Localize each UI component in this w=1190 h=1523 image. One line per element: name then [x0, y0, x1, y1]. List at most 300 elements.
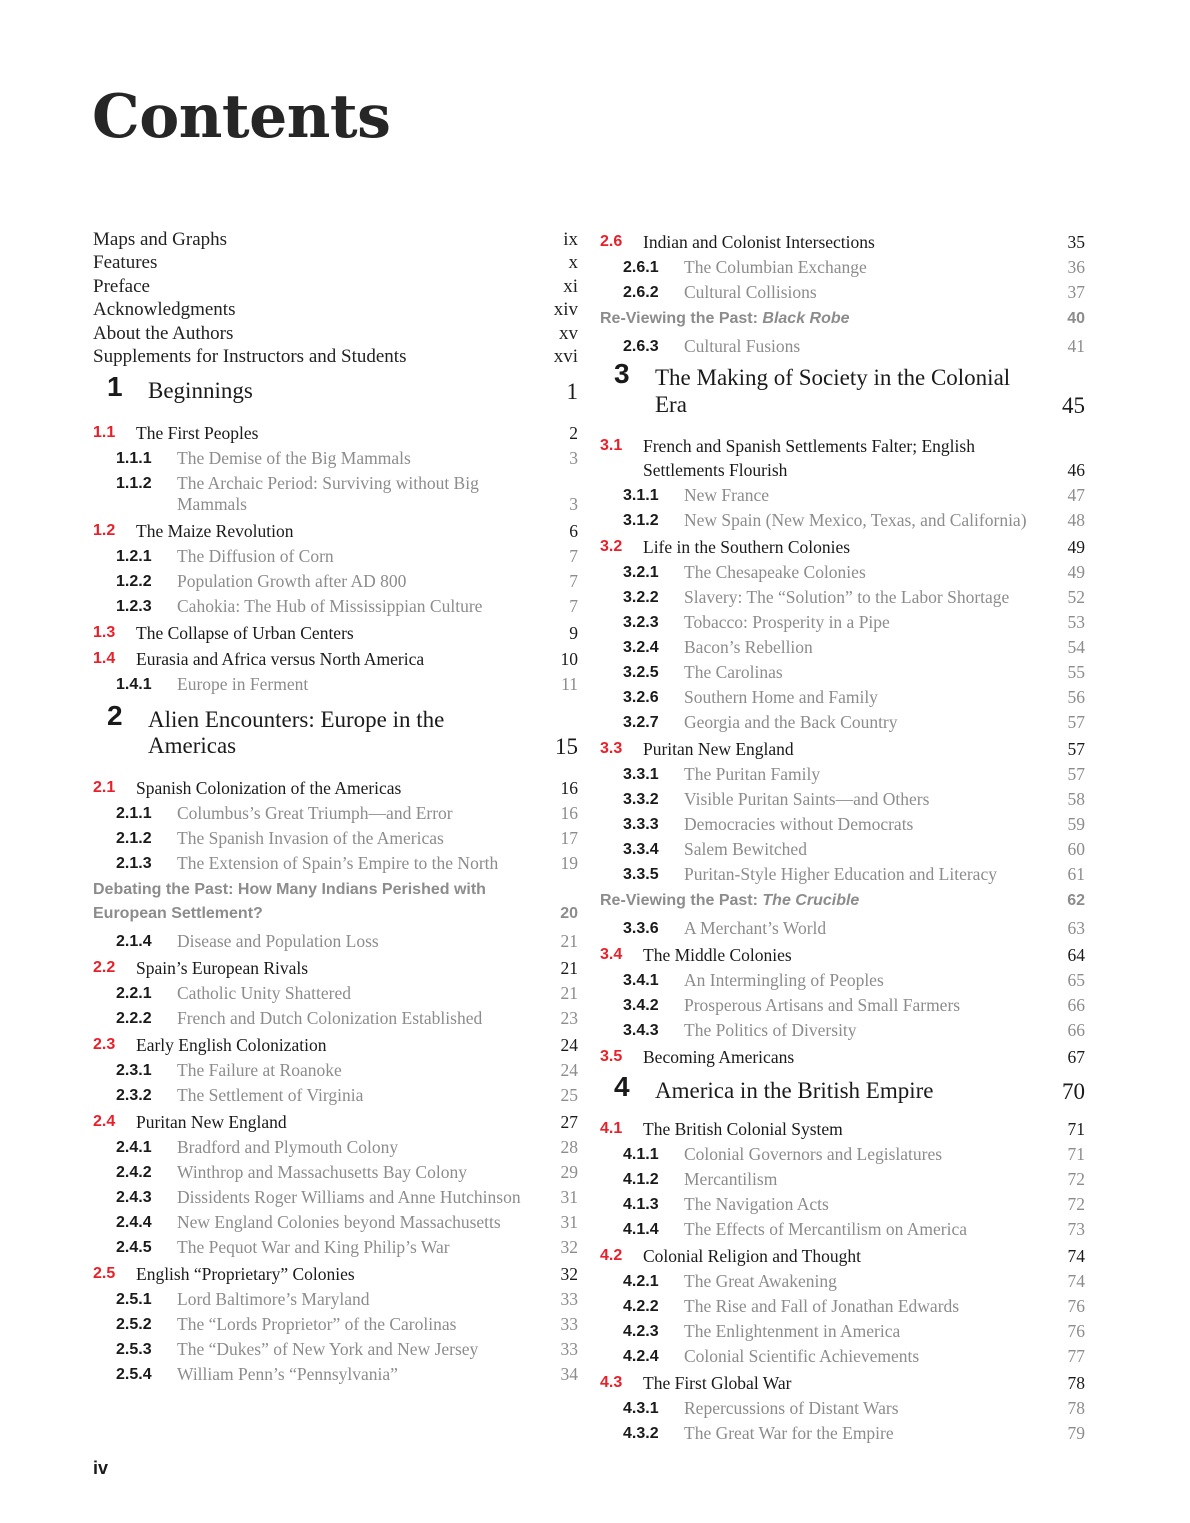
- subsection-number: 4.2.1: [623, 1272, 659, 1290]
- toc-subsection[interactable]: [93, 1235, 578, 1260]
- subsection-page: 76: [1067, 1320, 1085, 1341]
- toc-subsection[interactable]: [600, 1269, 1085, 1294]
- subsection-page: 7: [569, 595, 578, 616]
- toc-left-column: [93, 228, 578, 1387]
- section-title: Colonial Religion and Thought: [643, 1245, 861, 1266]
- subsection-page: 41: [1067, 336, 1085, 356]
- section-page: 10: [560, 648, 578, 669]
- feature-film-title: Black Robe: [762, 310, 850, 327]
- subsection-title: The Great War for the Empire: [684, 1422, 894, 1443]
- toc-subsection[interactable]: [600, 280, 1085, 305]
- toc-subsection[interactable]: [600, 1396, 1085, 1421]
- entry-page: xvi: [553, 345, 578, 367]
- section-title: The Middle Colonies: [643, 945, 792, 965]
- subsection-page: 54: [1067, 637, 1085, 657]
- subsection-title: Slavery: The “Solution” to the Labor Shortage: [684, 587, 1010, 607]
- chapter-page: 15: [555, 734, 578, 760]
- subsection-number: 3.2.4: [623, 639, 659, 656]
- toc-section[interactable]: [93, 647, 578, 671]
- section-number: 2.3: [93, 1035, 116, 1053]
- subsection-title: Visible Puritan Saints—and Others: [684, 789, 930, 809]
- chapter-title: America in the British Empire: [655, 1078, 934, 1103]
- subsection-title: The “Dukes” of New York and New Jersey: [177, 1338, 479, 1359]
- subsection-number: 2.4.5: [116, 1238, 152, 1256]
- subsection-number: 2.4.3: [116, 1188, 152, 1206]
- subsection-title: The Great Awakening: [684, 1270, 837, 1291]
- toc-subsection[interactable]: [600, 1344, 1085, 1369]
- subsection-page: 52: [1067, 587, 1085, 607]
- toc-subsection[interactable]: [600, 255, 1085, 280]
- subsection-number: 2.5.3: [116, 1340, 152, 1358]
- subsection-page: 29: [560, 1161, 578, 1182]
- toc-subsection[interactable]: [93, 1362, 578, 1387]
- subsection-page: 34: [560, 1363, 578, 1384]
- toc-chapter[interactable]: [93, 368, 578, 419]
- subsection-page: 11: [561, 673, 578, 694]
- subsection-number: 4.1.3: [623, 1195, 659, 1213]
- subsection-title: Catholic Unity Shattered: [177, 982, 351, 1003]
- toc-subsection[interactable]: [93, 801, 578, 826]
- toc-chapter[interactable]: [600, 359, 1085, 432]
- subsection-number: 3.4.2: [623, 997, 659, 1014]
- subsection-page: 56: [1067, 687, 1085, 707]
- subsection-title: Democracies without Democrats: [684, 814, 914, 834]
- toc-section[interactable]: [93, 956, 578, 980]
- toc-section[interactable]: [600, 1371, 1085, 1395]
- toc-section[interactable]: [93, 1033, 578, 1057]
- subsection-page: 48: [1067, 510, 1085, 530]
- subsection-page: 3: [569, 447, 578, 468]
- page-title: Contents: [92, 82, 391, 152]
- subsection-title: Europe in Ferment: [177, 673, 309, 694]
- subsection-title: Cultural Fusions: [684, 336, 801, 356]
- subsection-page: 33: [560, 1338, 578, 1359]
- toc-front-matter-entry[interactable]: [93, 298, 578, 321]
- subsection-title: Bradford and Plymouth Colony: [177, 1136, 399, 1157]
- entry-title: Acknowledgments: [93, 299, 236, 321]
- subsection-number: 4.2.2: [623, 1297, 659, 1315]
- chapter-number: 4: [614, 1071, 630, 1102]
- subsection-number: 4.3.2: [623, 1424, 659, 1442]
- section-page: 57: [1067, 739, 1085, 759]
- section-number: 2.1: [93, 778, 116, 796]
- subsection-title: An Intermingling of Peoples: [684, 970, 884, 990]
- subsection-title: Columbus’s Great Triumph—and Error: [177, 802, 453, 823]
- entry-title: Maps and Graphs: [93, 229, 228, 250]
- toc-section[interactable]: [93, 776, 578, 800]
- page-folio: iv: [93, 1458, 109, 1478]
- subsection-number: 2.1.4: [116, 932, 152, 950]
- toc-subsection[interactable]: [600, 710, 1085, 735]
- entry-page: x: [568, 252, 578, 274]
- subsection-title: French and Dutch Colonization Established: [177, 1007, 483, 1028]
- section-number: 1.3: [93, 623, 116, 641]
- toc-subsection[interactable]: [93, 1210, 578, 1235]
- toc-subsection[interactable]: [93, 1337, 578, 1362]
- section-number: 3.4: [600, 946, 623, 963]
- section-number: 1.4: [93, 649, 116, 667]
- subsection-page: 72: [1067, 1168, 1085, 1189]
- subsection-title: Georgia and the Back Country: [684, 712, 898, 732]
- chapter-number: 1: [107, 371, 123, 403]
- toc-front-matter-entry[interactable]: [93, 345, 578, 368]
- toc-subsection[interactable]: [600, 1421, 1085, 1446]
- subsection-title: The Failure at Roanoke: [177, 1059, 342, 1080]
- section-title: The First Global War: [643, 1372, 792, 1393]
- toc-subsection[interactable]: [93, 1185, 578, 1210]
- toc-subsection[interactable]: [600, 685, 1085, 710]
- subsection-number: 3.2.7: [623, 714, 659, 731]
- section-title: The Collapse of Urban Centers: [136, 622, 354, 643]
- subsection-page: 63: [1067, 918, 1085, 938]
- subsection-number: 2.3.1: [116, 1061, 152, 1079]
- section-number: 4.3: [600, 1373, 623, 1391]
- entry-page: xi: [563, 275, 578, 297]
- toc-front-matter-entry[interactable]: [93, 275, 578, 298]
- subsection-title: The Carolinas: [684, 662, 783, 682]
- toc-subsection[interactable]: [600, 508, 1085, 533]
- toc-section[interactable]: [93, 1262, 578, 1286]
- subsection-page: 16: [560, 802, 578, 823]
- subsection-page: 77: [1067, 1345, 1085, 1366]
- feature-film-title: The Crucible: [762, 892, 860, 909]
- subsection-title: The Enlightenment in America: [684, 1320, 901, 1341]
- subsection-page: 33: [560, 1313, 578, 1334]
- subsection-page: 74: [1067, 1270, 1085, 1291]
- toc-subsection[interactable]: [600, 1217, 1085, 1242]
- toc-subsection[interactable]: [600, 1192, 1085, 1217]
- subsection-number: 2.6.3: [623, 338, 659, 355]
- subsection-number: 3.1.2: [623, 512, 659, 529]
- toc-subsection[interactable]: [93, 981, 578, 1006]
- subsection-number: 2.6.1: [623, 259, 659, 276]
- toc-subsection[interactable]: [600, 968, 1085, 993]
- chapter-number: 3: [614, 358, 630, 389]
- subsection-title: The Settlement of Virginia: [177, 1084, 364, 1105]
- toc-section[interactable]: [600, 230, 1085, 254]
- section-number: 4.2: [600, 1246, 623, 1264]
- subsection-title: The Puritan Family: [684, 764, 821, 784]
- subsection-title: New England Colonies beyond Massachusetts: [177, 1211, 501, 1232]
- section-title: Life in the Southern Colonies: [643, 537, 851, 557]
- subsection-number: 3.2.1: [623, 564, 659, 581]
- subsection-page: 7: [569, 545, 578, 566]
- toc-subsection[interactable]: [600, 585, 1085, 610]
- section-page: 78: [1067, 1372, 1085, 1393]
- subsection-title: The Spanish Invasion of the Americas: [177, 827, 444, 848]
- section-page: 74: [1067, 1245, 1085, 1266]
- toc-subsection[interactable]: [93, 1058, 578, 1083]
- toc-section[interactable]: [93, 519, 578, 543]
- subsection-title: Prosperous Artisans and Small Farmers: [684, 995, 961, 1015]
- chapter-title: The Making of Society in the Colonial Era: [655, 365, 1011, 417]
- subsection-number: 3.3.1: [623, 766, 659, 783]
- section-title: Becoming Americans: [643, 1047, 795, 1067]
- subsection-page: 61: [1067, 864, 1085, 884]
- toc-subsection[interactable]: [600, 862, 1085, 887]
- chapter-page: 70: [1062, 1079, 1085, 1104]
- toc-feature-reviewing[interactable]: [600, 887, 1085, 916]
- subsection-number: 3.4.3: [623, 1022, 659, 1039]
- subsection-title: Mercantilism: [684, 1168, 778, 1189]
- toc-subsection[interactable]: [600, 483, 1085, 508]
- section-page: 71: [1067, 1118, 1085, 1139]
- toc-feature-debating[interactable]: [93, 876, 578, 929]
- subsection-number: 2.4.2: [116, 1163, 152, 1181]
- section-page: 67: [1067, 1047, 1085, 1067]
- feature-title: Debating the Past: How Many Indians Perished with European Settlement?: [93, 880, 486, 922]
- toc-subsection[interactable]: [600, 1294, 1085, 1319]
- toc-subsection[interactable]: [93, 929, 578, 954]
- subsection-number: 3.2.2: [623, 589, 659, 606]
- subsection-title: The Rise and Fall of Jonathan Edwards: [684, 1295, 960, 1316]
- toc-subsection[interactable]: [600, 787, 1085, 812]
- toc-subsection[interactable]: [93, 1006, 578, 1031]
- toc-subsection[interactable]: [600, 635, 1085, 660]
- subsection-title: Tobacco: Prosperity in a Pipe: [684, 612, 890, 632]
- section-title: Early English Colonization: [136, 1034, 327, 1055]
- subsection-page: 37: [1067, 282, 1085, 302]
- subsection-title: William Penn’s “Pennsylvania”: [177, 1363, 398, 1384]
- entry-page: xv: [559, 322, 578, 344]
- section-number: 3.1: [600, 437, 623, 454]
- toc-subsection[interactable]: [600, 916, 1085, 941]
- toc-section[interactable]: [600, 1117, 1085, 1141]
- subsection-page: 60: [1067, 839, 1085, 859]
- subsection-page: 21: [560, 982, 578, 1003]
- subsection-page: 49: [1067, 562, 1085, 582]
- subsection-page: 23: [560, 1007, 578, 1028]
- subsection-title: Bacon’s Rebellion: [684, 637, 813, 657]
- toc-subsection[interactable]: [93, 1135, 578, 1160]
- subsection-number: 1.2.3: [116, 597, 152, 615]
- feature-page: 20: [560, 904, 578, 922]
- toc-subsection[interactable]: [600, 1142, 1085, 1167]
- section-page: 9: [569, 622, 578, 643]
- toc-front-matter-entry[interactable]: [93, 322, 578, 345]
- entry-title: Preface: [93, 275, 150, 297]
- subsection-title: New Spain (New Mexico, Texas, and California): [684, 510, 1027, 530]
- subsection-title: Population Growth after AD 800: [177, 570, 407, 591]
- subsection-title: Lord Baltimore’s Maryland: [177, 1288, 370, 1309]
- subsection-number: 1.1.1: [116, 449, 152, 467]
- section-page: 32: [560, 1263, 578, 1284]
- chapter-page: 45: [1062, 392, 1085, 418]
- subsection-title: Cahokia: The Hub of Mississippian Culture: [177, 595, 483, 616]
- subsection-number: 3.2.3: [623, 614, 659, 631]
- subsection-number: 3.3.5: [623, 866, 659, 883]
- subsection-title: Winthrop and Massachusetts Bay Colony: [177, 1161, 467, 1182]
- subsection-page: 17: [560, 827, 578, 848]
- subsection-page: 31: [560, 1211, 578, 1232]
- section-number: 2.4: [93, 1112, 116, 1130]
- feature-prefix: Re-Viewing the Past:: [600, 892, 763, 909]
- subsection-number: 3.3.2: [623, 791, 659, 808]
- toc-subsection[interactable]: [93, 1160, 578, 1185]
- toc-subsection[interactable]: [600, 334, 1085, 359]
- toc-subsection[interactable]: [93, 1312, 578, 1337]
- section-title: Spanish Colonization of the Americas: [136, 777, 402, 798]
- toc-section[interactable]: [93, 421, 578, 445]
- subsection-title: Southern Home and Family: [684, 687, 878, 707]
- chapter-title: Alien Encounters: Europe in the Americas: [148, 706, 445, 759]
- subsection-number: 2.1.1: [116, 804, 152, 822]
- toc-section[interactable]: [600, 535, 1085, 559]
- chapter-title: Beginnings: [148, 378, 253, 404]
- toc-subsection[interactable]: [93, 446, 578, 471]
- toc-section[interactable]: [600, 1244, 1085, 1268]
- subsection-number: 3.3.4: [623, 841, 659, 858]
- subsection-title: The Diffusion of Corn: [177, 545, 334, 566]
- toc-subsection[interactable]: [93, 672, 578, 697]
- toc-subsection[interactable]: [600, 610, 1085, 635]
- feature-title: [600, 307, 1035, 331]
- toc-subsection[interactable]: [600, 993, 1085, 1018]
- section-number: 3.3: [600, 740, 623, 757]
- subsection-page: 79: [1067, 1422, 1085, 1443]
- subsection-title: Dissidents Roger Williams and Anne Hutchinson: [177, 1186, 521, 1207]
- subsection-title: The Columbian Exchange: [684, 257, 867, 277]
- toc-subsection[interactable]: [600, 812, 1085, 837]
- subsection-page: 76: [1067, 1295, 1085, 1316]
- section-number: 1.2: [93, 521, 116, 539]
- section-title: Indian and Colonist Intersections: [643, 232, 875, 252]
- toc-subsection[interactable]: [93, 544, 578, 569]
- subsection-page: 66: [1067, 995, 1085, 1015]
- toc-subsection[interactable]: [93, 471, 578, 517]
- subsection-number: 2.2.2: [116, 1009, 152, 1027]
- subsection-number: 2.5.2: [116, 1315, 152, 1333]
- entry-page: xiv: [553, 299, 578, 321]
- subsection-page: 72: [1067, 1193, 1085, 1214]
- toc-subsection[interactable]: [93, 851, 578, 876]
- subsection-number: 3.4.1: [623, 972, 659, 989]
- toc-chapter[interactable]: [93, 697, 578, 774]
- toc-subsection[interactable]: [600, 837, 1085, 862]
- entry-title: About the Authors: [93, 322, 234, 344]
- toc-subsection[interactable]: [600, 762, 1085, 787]
- section-page: 21: [560, 957, 578, 978]
- toc-subsection[interactable]: [93, 1287, 578, 1312]
- subsection-number: 1.1.2: [116, 474, 152, 492]
- subsection-number: 4.1.2: [623, 1170, 659, 1188]
- toc-front-matter-entry[interactable]: [93, 228, 578, 251]
- toc-subsection[interactable]: [600, 1167, 1085, 1192]
- subsection-number: 3.1.1: [623, 487, 659, 504]
- subsection-page: 65: [1067, 970, 1085, 990]
- subsection-page: 55: [1067, 662, 1085, 682]
- toc-front-matter-entry[interactable]: [93, 251, 578, 274]
- toc-subsection[interactable]: [93, 826, 578, 851]
- subsection-page: 3: [569, 493, 578, 514]
- toc-subsection[interactable]: [93, 569, 578, 594]
- section-page: 46: [1067, 460, 1085, 480]
- section-page: 49: [1067, 537, 1085, 557]
- toc-section[interactable]: [600, 943, 1085, 967]
- subsection-page: 36: [1067, 257, 1085, 277]
- section-number: 3.5: [600, 1048, 623, 1065]
- section-title: Puritan New England: [136, 1111, 287, 1132]
- toc-subsection[interactable]: [600, 1319, 1085, 1344]
- section-page: 27: [560, 1111, 578, 1132]
- toc-feature-reviewing[interactable]: [600, 305, 1085, 334]
- section-page: 24: [560, 1034, 578, 1055]
- subsection-number: 2.2.1: [116, 984, 152, 1002]
- subsection-title: Colonial Scientific Achievements: [684, 1345, 920, 1366]
- subsection-title: The Effects of Mercantilism on America: [684, 1218, 967, 1239]
- section-page: 16: [560, 777, 578, 798]
- toc-section[interactable]: [600, 1045, 1085, 1069]
- section-page: 64: [1067, 945, 1085, 965]
- section-title: Spain’s European Rivals: [136, 957, 309, 978]
- subsection-page: 31: [560, 1186, 578, 1207]
- subsection-number: 2.6.2: [623, 284, 659, 301]
- section-title: The First Peoples: [136, 422, 259, 443]
- subsection-number: 3.3.6: [623, 920, 659, 937]
- toc-subsection[interactable]: [600, 1018, 1085, 1043]
- toc-section[interactable]: [600, 737, 1085, 761]
- subsection-page: 33: [560, 1288, 578, 1309]
- section-number: 2.6: [600, 233, 623, 250]
- toc-chapter[interactable]: [600, 1070, 1085, 1115]
- toc-subsection[interactable]: [600, 560, 1085, 585]
- subsection-title: The “Lords Proprietor” of the Carolinas: [177, 1313, 457, 1334]
- subsection-number: 3.3.3: [623, 816, 659, 833]
- toc-subsection[interactable]: [93, 1083, 578, 1108]
- entry-title: Supplements for Instructors and Students: [93, 345, 407, 367]
- subsection-number: 1.4.1: [116, 675, 152, 693]
- subsection-page: 66: [1067, 1020, 1085, 1040]
- subsection-page: 19: [560, 852, 578, 873]
- subsection-number: 2.4.4: [116, 1213, 152, 1231]
- subsection-number: 4.1.1: [623, 1145, 659, 1163]
- subsection-number: 2.3.2: [116, 1086, 152, 1104]
- subsection-title: Puritan-Style Higher Education and Literacy: [684, 864, 997, 884]
- subsection-number: 4.1.4: [623, 1220, 659, 1238]
- subsection-page: 59: [1067, 814, 1085, 834]
- toc-section[interactable]: [93, 621, 578, 645]
- subsection-page: 58: [1067, 789, 1085, 809]
- section-title: French and Spanish Settlements Falter; English Settlements Flourish: [643, 436, 975, 480]
- subsection-page: 57: [1067, 764, 1085, 784]
- section-title: The Maize Revolution: [136, 520, 294, 541]
- subsection-number: 1.2.1: [116, 547, 152, 565]
- toc-right-column: [600, 228, 1085, 1446]
- toc-section[interactable]: [600, 434, 1085, 482]
- subsection-title: Repercussions of Distant Wars: [684, 1397, 899, 1418]
- subsection-title: The Extension of Spain’s Empire to the North: [177, 852, 499, 873]
- subsection-page: 73: [1067, 1218, 1085, 1239]
- toc-section[interactable]: [93, 1110, 578, 1134]
- feature-page: 62: [1067, 892, 1085, 909]
- section-number: 1.1: [93, 423, 116, 441]
- subsection-number: 3.2.5: [623, 664, 659, 681]
- section-title: Puritan New England: [643, 739, 794, 759]
- subsection-title: The Archaic Period: Surviving without Big Mammals: [177, 472, 479, 514]
- subsection-title: Disease and Population Loss: [177, 930, 379, 951]
- section-page: 2: [569, 422, 578, 443]
- subsection-number: 2.1.2: [116, 829, 152, 847]
- subsection-page: 47: [1067, 485, 1085, 505]
- subsection-title: Cultural Collisions: [684, 282, 817, 302]
- subsection-title: The Politics of Diversity: [684, 1020, 857, 1040]
- subsection-title: Salem Bewitched: [684, 839, 807, 859]
- toc-subsection[interactable]: [600, 660, 1085, 685]
- subsection-page: 25: [560, 1084, 578, 1105]
- toc-subsection[interactable]: [93, 594, 578, 619]
- subsection-title: The Demise of the Big Mammals: [177, 447, 411, 468]
- subsection-number: 2.5.4: [116, 1365, 152, 1383]
